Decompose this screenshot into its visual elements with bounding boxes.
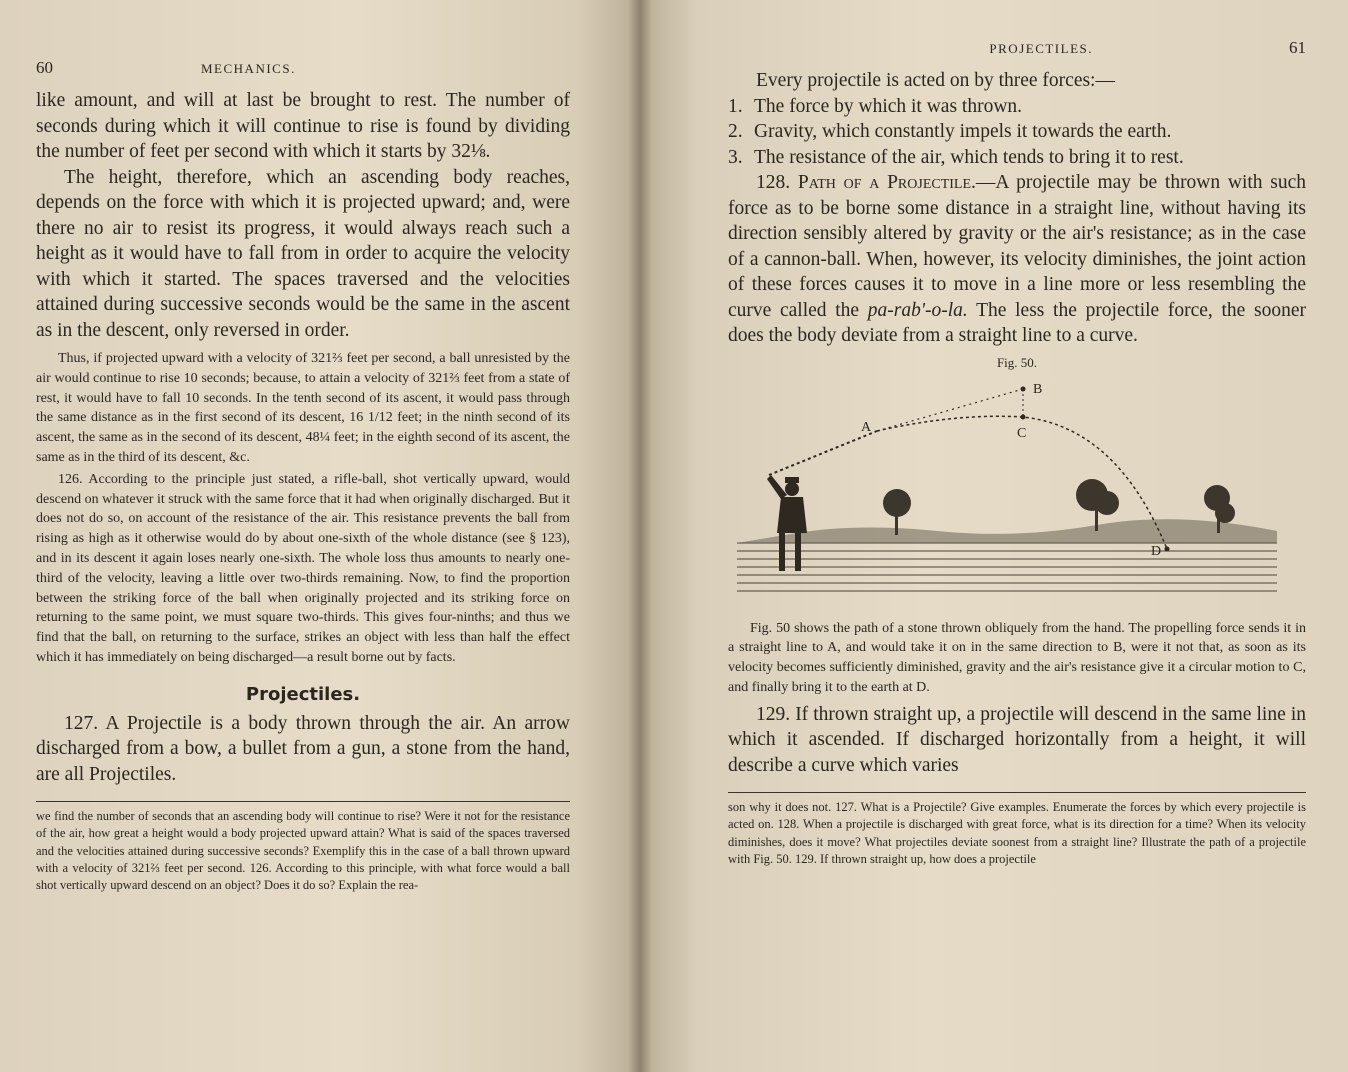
- paragraph-129: 129. If thrown straight up, a projectile will descend in the same line in which it ascended. If discharged horizontally from a height, it will describe a curve which varies: [728, 703, 1306, 776]
- left-paragraph-1: like amount, and will at last be brought to rest. The number of seconds during which it will continue to rise is found by dividing the number of feet per second with which it starts by 32⅛.: [36, 90, 570, 162]
- force-number-1: 1.: [728, 95, 743, 117]
- right-review-questions: son why it does not. 127. What is a Projectile? Give examples. Enumerate the forces by which every projectile is acted on. 128. When a projectile is discharged with great force, what is its direction for a time? When its velocity diminishes, does it move? What projectiles deviate soonest from a straight line? Illustrate the path of a projectile with Fig. 50. 129. If thrown straight up, how does a projectile: [728, 800, 1306, 866]
- right-running-title: PROJECTILES.: [989, 41, 1093, 56]
- force-number-3: 3.: [728, 146, 743, 168]
- paragraph-128: [728, 170, 1306, 349]
- section-heading-projectiles: Projectiles.: [245, 683, 361, 705]
- force-item-1: [728, 94, 1306, 120]
- force-number-2: 2.: [728, 121, 743, 142]
- right-footnote-rule: [728, 792, 1306, 793]
- point-label-c: C: [1017, 425, 1027, 441]
- point-label-a: A: [861, 419, 872, 435]
- forces-intro: Every projectile is acted on by three forces:—: [756, 70, 1115, 91]
- section-128-title: Path of a Projectile.: [797, 172, 976, 193]
- horizon-hills: [737, 519, 1277, 543]
- left-footnote-rule: [36, 801, 570, 802]
- force-text-2: Gravity, which constantly impels it towards the earth.: [754, 121, 1172, 142]
- left-running-title: MECHANICS.: [201, 61, 296, 76]
- point-b-dot: [1021, 386, 1026, 391]
- left-small-paragraph-1: Thus, if projected upward with a velocity of 321⅔ feet per second, a ball unresisted by the air would continue to rise 10 seconds; because, to attain a velocity of 321⅔ feet from a state of rest, it would have to fall 10 seconds. In the tenth second of its ascent, it would pass through the same distance as in the first second of its descent, 16 1/12 feet; in the ninth second of its ascent, the same as in the second of its descent, 48¼ feet; in the eighth second of its ascent, the same as in the third of its descent, &c.: [36, 351, 570, 465]
- thrower-figure: [767, 475, 807, 571]
- right-running-head: [728, 38, 1306, 58]
- force-item-2: [728, 119, 1306, 145]
- projectile-figure: [737, 373, 1297, 613]
- left-paragraph-2: The height, therefore, which an ascending body reaches, depends on the force with which it is projected upward; and, were there no air to resist its progress, it would always reach such a height as it would have to fall from in order to acquire the velocity with which it started. The spaces traversed and the velocities attained during successive seconds would be the same in the ascent as in the descent, only reversed in order.: [36, 166, 570, 341]
- forces-list: [728, 94, 1306, 171]
- book-gutter: [628, 0, 652, 1072]
- point-label-b: B: [1033, 381, 1043, 397]
- section-128-number: 128.: [756, 172, 791, 193]
- parabola-term: pa-rab'-o-la.: [867, 299, 968, 321]
- force-text-1: The force by which it was thrown.: [754, 95, 1023, 117]
- thrown-straight-path: [769, 431, 877, 475]
- figure-caption: Fig. 50 shows the path of a stone thrown obliquely from the hand. The propelling force sends it in a straight line to A, and would take it on in the same direction to B, were it not that, as soon as its velocity becomes sufficiently diminished, gravity and the air's resistance give it a circular motion to C, and finally bring it to the earth at D.: [728, 620, 1306, 695]
- force-text-3: The resistance of the air, which tends to bring it to rest.: [754, 146, 1184, 168]
- left-small-paragraph-126: 126. According to the principle just stated, a rifle-ball, shot vertically upward, would descend on whatever it struck with the same force that it had when originally discharged. But it does not do so, on account of the resistance of the air. This resistance prevents the ball from rising as high as it otherwise would do by about one-sixth of the whole distance (see § 123), and in its descent it again loses nearly one-sixth. The whole loss thus amounts to nearly one-third of the velocity, leaving a little over two-thirds remaining. Now, to find the proportion between the striking force of the ball when originally projected and its striking force on returning to the same point, we must square two-thirds. This gives four-ninths; and thus we find that the ball, on returning to the surface, strikes an object with less than half the effect which it has immediately on being discharged—a result borne out by facts.: [36, 471, 570, 665]
- left-running-head: [36, 58, 570, 78]
- figure-label: Fig. 50.: [996, 354, 1038, 370]
- left-review-questions: we find the number of seconds that an ascending body will continue to rise? Were it not for the resistance of the air, how great a height would a body projected upward attain? What is said of the spaces traversed and the velocities attained during successive seconds? Exemplify this in the case of a ball thrown upward with a velocity of 321⅔ feet per second. 126. According to this principle, with what force would a ball shot vertically upward descend on an object? Does it do so? Explain the rea-: [36, 809, 570, 893]
- point-d-dot: [1165, 546, 1170, 551]
- force-item-3: [728, 145, 1306, 171]
- left-paragraph-127: 127. A Projectile is a body thrown through the air. An arrow discharged from a bow, a bullet from a gun, a stone from the hand, are all Projectiles.: [36, 712, 570, 785]
- point-c-dot: [1021, 414, 1026, 419]
- point-label-d: D: [1151, 543, 1162, 559]
- section-128-body: —A projectile may be thrown with such force as to be borne some distance in a straight line, without having its direction sensibly altered by gravity or the air's resistance; as in the case of a cannon-ball. When, however, its velocity diminishes, the joint action of these forces causes it to move in a line more or less resembling the curve called the: [728, 172, 1306, 321]
- section-128-end: The less the projectile force, the sooner does the body deviate from a straight line to a curve.: [728, 299, 1306, 346]
- right-page: [640, 0, 1348, 1072]
- left-page: [0, 0, 640, 1072]
- right-page-number: 61: [1289, 38, 1306, 57]
- ground-hatching: [737, 543, 1277, 591]
- intended-path-to-b: [877, 389, 1023, 431]
- left-page-number: 60: [36, 58, 53, 77]
